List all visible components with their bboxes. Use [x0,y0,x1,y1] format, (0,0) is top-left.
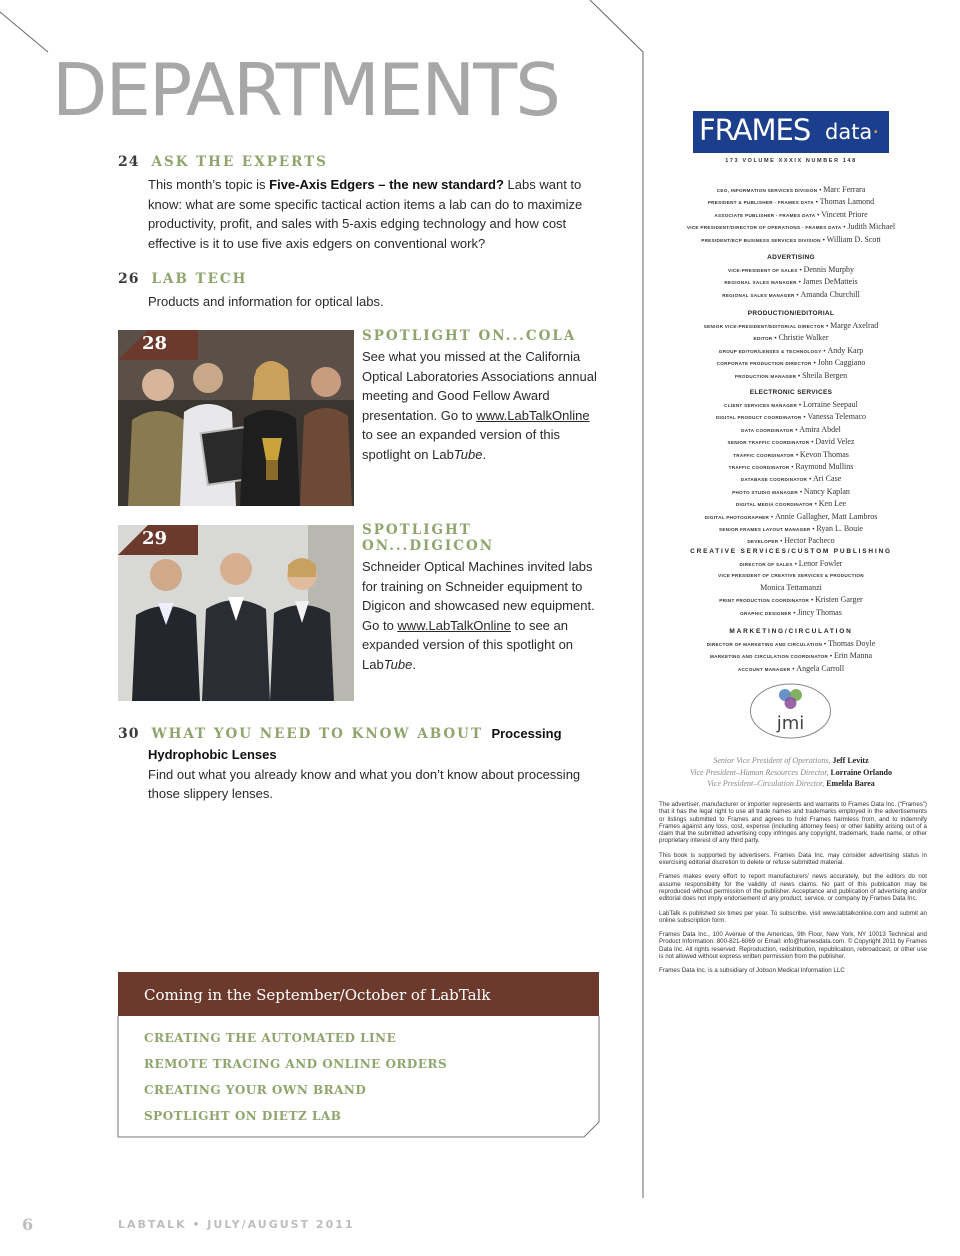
digicon-photo [118,525,354,701]
page-title: DEPARTMENTS [52,48,559,132]
labtalk-link[interactable]: www.LabTalkOnline [476,407,590,423]
dept-heading: LAB TECH [151,271,248,287]
dept-subheading: Hydrophobic Lenses [148,747,277,762]
page-badge: 29 [118,525,198,555]
spotlight-cola [362,328,598,465]
coming-item: SPOTLIGHT ON DIETZ LAB [144,1109,342,1123]
masthead-creative: CREATIVE SERVICES/CUSTOM PUBLISHING DIRECTOR OF SALES • Lenor Fowler VICE PRESIDENT OF CREATIVE SERVICES & PRODUCTION Monica Tettamanzi PRINT PRODUCTION COORDINATOR • Kristen Garger GRAPHIC DESIGNER • Jincy Thomas [690,548,892,617]
dept-heading: ASK THE EXPERTS [151,154,328,170]
masthead-advertising: ADVERTISING VICE-PRESIDENT OF SALES • Dennis Murphy REGIONAL SALES MANAGER • James DeMatteis REGIONAL SALES MANAGER • Amanda Churchill [722,254,860,299]
jmi-logo [749,682,832,740]
dept-item-ask-experts [118,153,588,253]
dept-item-hydrophobic [118,725,588,804]
jmi-executives: Senior Vice President of Operations, Jeff Levitz Vice President–Human Resources Director, Lorraine Orlando Vice President–Circulation Director, Emelda Barea [689,756,893,788]
masthead-production: PRODUCTION/EDITORIAL SENIOR VICE-PRESIDENT/EDITORIAL DIRECTOR • Marge Axelrad EDITOR • Christie Walker GROUP EDITOR/LENSES & TECHNOLOGY • Andy Karp CORPORATE PRODUCTION DIRECTOR • John Caggiano PRODUCTION MANAGER • Sheila Bergen [703,310,879,380]
masthead-marketing: MARKETING/CIRCULATION DIRECTOR OF MARKETING AND CIRCULATION • Thomas Doyle MARKETING AND CIRCULATION COORDINATOR • Erin Manna ACCOUNT MANAGER • Angela Carroll [706,628,876,673]
dept-body: Products and information for optical labs. [148,294,384,309]
svg-text:jmi: jmi [776,713,805,734]
cola-photo [118,330,354,506]
dept-heading-suffix: Processing [491,726,562,741]
page-number: 24 [118,154,140,170]
spotlight-heading: SPOTLIGHT ON...COLA [362,328,577,344]
dept-body: This month’s topic is Five-Axis Edgers – the new standard? Labs want to know: what are some specific tactical action items a lab can do to maximize productivity, profit, and sales with 5-axis edging technology and how cost effective is it to use five axis edgers on conventional work? [148,177,583,251]
spotlight-heading: SPOTLIGHT ON...DIGICON [362,522,495,554]
coming-item: REMOTE TRACING AND ONLINE ORDERS [144,1057,448,1071]
page-badge: 28 [118,330,198,360]
page-number: 30 [118,726,140,742]
coming-banner: Coming in the September/October of LabTalk [118,972,599,1016]
footer-text: LABTALK • JULY/AUGUST 2011 [118,1218,355,1231]
footer-page-number: 6 [22,1215,34,1234]
masthead-electronic: ELECTRONIC SERVICES CLIENT SERVICES MANAGER • Lorraine Seepaul DIGITAL PRODUCT COORDINATOR • Vanessa Telemaco DATA COORDINATOR • Amira Abdel SENIOR TRAFFIC COORDINATOR • David Velez TRAFFIC COORDINATOR • Kevon Thomas TRAFFIC COORDINATOR • Raymond Mullins DATABASE COORDINATOR • Ari Case PHOTO STUDIO MANAGER • Nancy Kaplan DIGITAL MEDIA COORDINATOR • Ken Lee DIGITAL PHOTOGRAPHER • Annie Gallagher, Matt Lambros SENIOR FRAMES LAYOUT MANAGER • Ryan L. Bouie DEVELOPER • Hector Pacheco [704,389,878,546]
page-number: 26 [118,271,140,287]
spotlight-body: See what you missed at the California Optical Laboratories Associations annual meeting and Good Fellow Award presentation. Go to www.LabTalkOnline to see an expanded version of this spotlight on LabTube. [362,349,597,462]
dept-item-lab-tech [118,270,588,312]
labtalk-link[interactable]: www.LabTalkOnline [397,617,511,633]
dept-heading: WHAT YOU NEED TO KNOW ABOUT [151,726,483,742]
coming-item: CREATING YOUR OWN BRAND [144,1083,367,1097]
legal-notice: The advertiser, manufacturer or importer represents and warrants to Frames Data Inc. (“Frames”) that it has the legal right to use all trade names and trademarks employed in the advertisements or listings submitted to Frames and agrees to hold Frames harmless from, and to indemnify Frames against any loss, cost, expense (including attorney fees) or other liability arising out of a claim that the submitted advertising copy infringes any copyright, trademark, trade name, or other proprietary interest of any third party. This book is supported by advertisers. Frames Data Inc. may consider advertising status in exercising editorial discretion to delete or refuse submitted material. Frames makes every effort to report manufacturers’ news accurately, but the editors do not assume responsibility for the validity of news claims. No part of this publication may be reproduced without permission of the publisher. Acceptance and publication of advertising and/or editorial does not imply endorsement of any product, service, or company by Frames Data Inc. LabTalk is published six times per year. To subscribe, visit www.labtalkonline.com and submit an online subscription form. Frames Data Inc., 100 Avenue of the Americas, 9th Floor, New York, NY 10013 Technical and Product Information: 800-821-6069 or Email: info@framesdata.com. © Copyright 2011 by Frames Data Inc. All rights reserved. Reproduction, redistribution, republication, rebroadcast, or other use is not allowed without express written permission from the publisher. Frames Data Inc. is a subsidiary of Jobson Medical Information LLC [659,801,927,975]
frames-data-logo: FRAMES data· [693,111,889,153]
coming-item: CREATING THE AUTOMATED LINE [144,1031,397,1045]
dept-body: Find out what you already know and what you don’t know about processing those slippery lenses. [148,766,581,802]
coming-list [144,1030,447,1134]
volume-line: 173 VOLUME XXXIX NUMBER 148 [725,158,857,164]
masthead-executives: CEO, INFORMATION SERVICES DIVISION • Marc Ferrara PRESIDENT & PUBLISHER - FRAMES DATA • Thomas Lamond ASSOCIATE PUBLISHER - FRAMES DATA • Vincent Priore VICE PRESIDENT/DIRECTOR OF OPERATIONS - FRAMES DATA • Judith Michael PRESIDENT/ECP BUSINESS SERVICES DIVISION • William D. Scott [686,185,896,244]
spotlight-digicon [362,522,598,675]
spotlight-body: Schneider Optical Machines invited labs for training on Schneider equipment to Digicon and showcased new equipment. Go to www.LabTalkOnline to see an expanded version of this spotlight on LabTube. [362,559,595,672]
